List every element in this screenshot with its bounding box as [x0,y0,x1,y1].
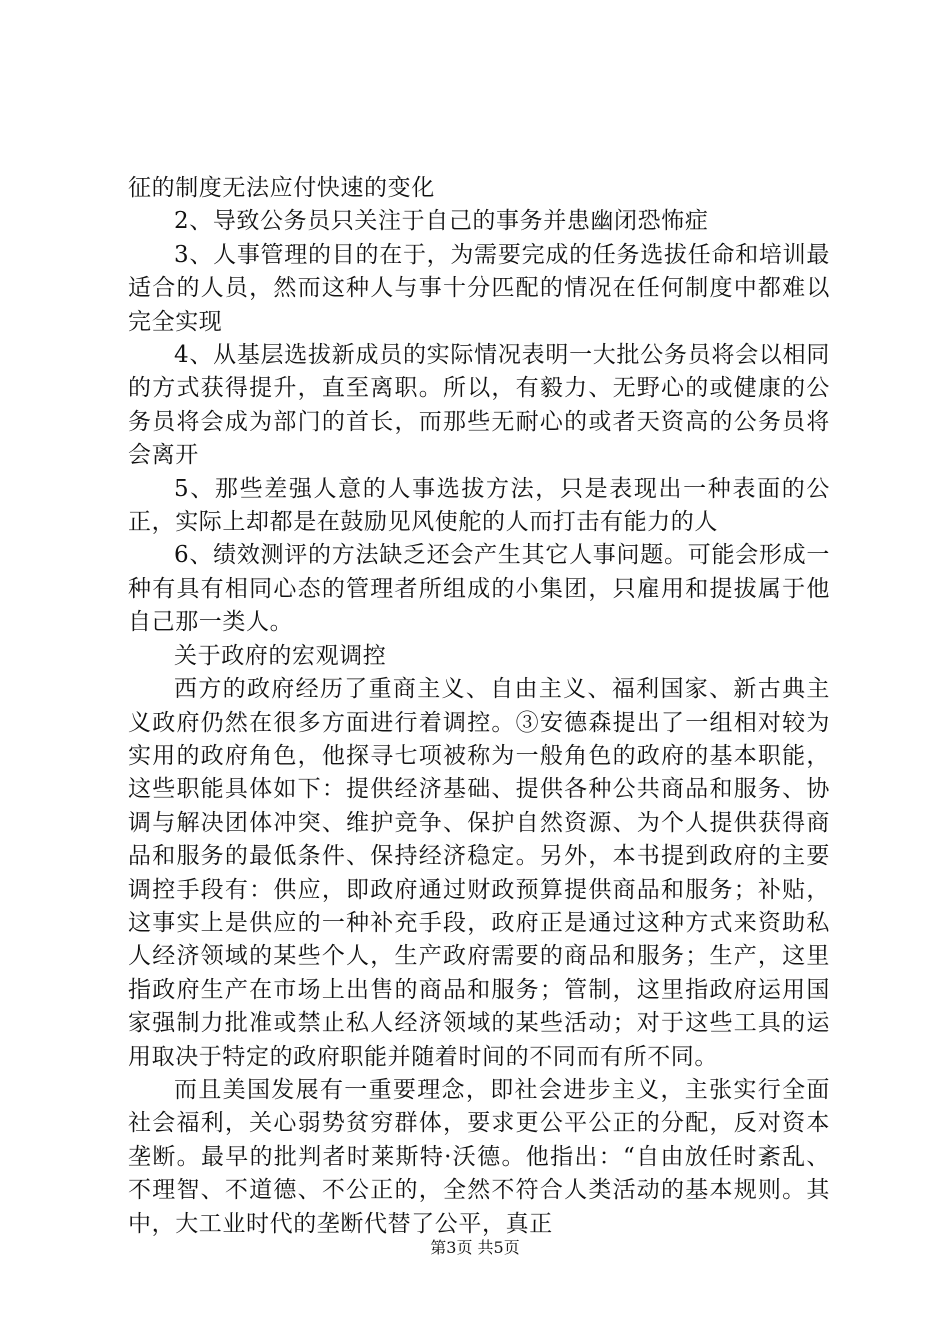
paragraph-2: 2、导致公务员只关注于自己的事务并患幽闭恐怖症 [174,208,709,235]
paragraph-5: 5、那些差强人意的人事选拔方法，只是表现出一种表面的公正，实际上却都是在鼓励见风使舵的人而打击有能力的人 [128,475,830,536]
paragraph-4: 4、从基层选拔新成员的实际情况表明一大批公务员将会以相同的方式获得提升，直至离职。所以，有毅力、无野心的或健康的公务员将会成为部门的首长，而那些无耐心的或者天资高的公务员将会离开 [128,342,830,469]
paragraph-1: 征的制度无法应付快速的变化 [128,175,435,201]
section-heading: 关于政府的宏观调控 [174,642,387,669]
paragraph-3: 3、人事管理的目的在于，为需要完成的任务选拔任命和培训最适合的人员，然而这种人与事十分匹配的情况在任何制度中都难以完全实现 [128,241,830,335]
document-body [128,172,830,1241]
paragraph-6: 6、绩效测评的方法缺乏还会产生其它人事问题。可能会形成一种有具有相同心态的管理者所组成的小集团，只雇用和提拔属于他自己那一类人。 [128,542,830,636]
page-footer: 第3页 共5页 [430,1238,520,1257]
paragraph-7: 西方的政府经历了重商主义、自由主义、福利国家、新古典主义政府仍然在很多方面进行着调控。③安德森提出了一组相对较为实用的政府角色，他探寻七项被称为一般角色的政府的基本职能，这些职能具体如下：提供经济基础、提供各种公共商品和服务、协调与解决团体冲突、维护竞争、保护自然资源、为个人提供获得商品和服务的最低条件、保持经济稳定。另外，本书提到政府的主要调控手段有：供应，即政府通过财政预算提供商品和服务；补贴，这事实上是供应的一种补充手段，政府正是通过这种方式来资助私人经济领域的某些个人，生产政府需要的商品和服务；生产，这里指政府生产在市场上出售的商品和服务；管制，这里指政府运用国家强制力批准或禁止私人经济领域的某些活动；对于这些工具的运用取决于特定的政府职能并随着时间的不同而有所不同。 [128,676,830,1070]
paragraph-8: 而且美国发展有一重要理念，即社会进步主义，主张实行全面社会福利，关心弱势贫穷群体，要求更公平公正的分配，反对资本垄断。最早的批判者时莱斯特·沃德。他指出：“自由放任时紊乱、不理智、不道德、不公正的，全然不符合人类活动的基本规则。其中，大工业时代的垄断代替了公平，真正 [128,1076,830,1237]
